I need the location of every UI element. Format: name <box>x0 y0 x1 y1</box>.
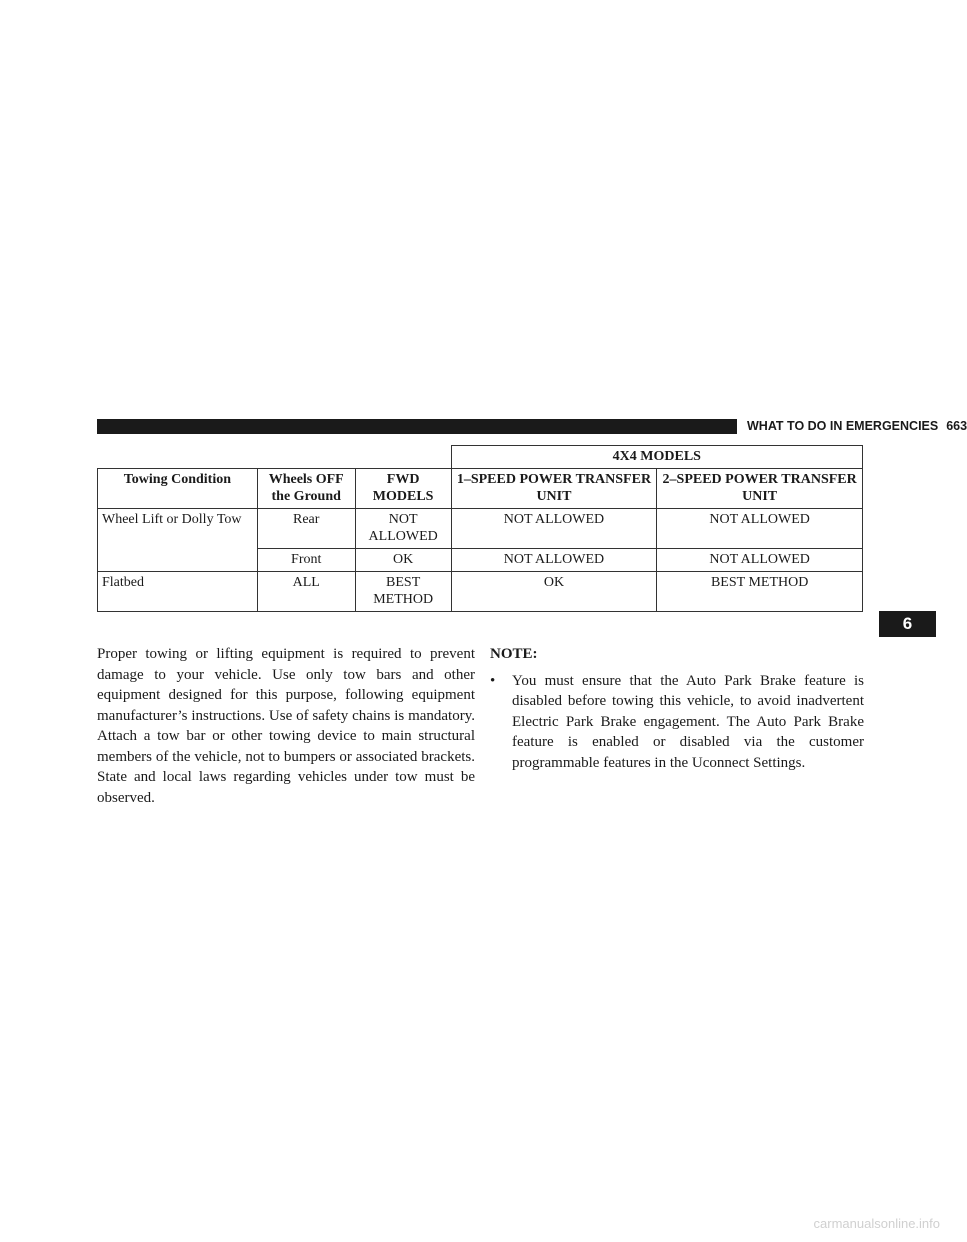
row-2-speed: NOT ALLOWED <box>657 549 863 572</box>
note-label: NOTE: <box>490 646 538 662</box>
row-fwd: NOT ALLOWED <box>355 509 451 549</box>
note-bullet-text: You must ensure that the Auto Park Brake feature is disabled before towing this vehicle, to avoid inadvertent Electric Park Brake engagement. The Auto Park Brake feature is enabled or disabled via the customer programmable features in the Uconnect Settings. <box>512 672 864 771</box>
row-fwd: OK <box>355 549 451 572</box>
list-item <box>490 671 864 774</box>
row-condition: Wheel Lift or Dolly Tow <box>98 509 258 572</box>
page-number: 663 <box>946 419 967 433</box>
row-wheels: Rear <box>257 509 355 549</box>
chapter-tab: 6 <box>879 611 936 637</box>
col-1-speed: 1–SPEED POWER TRANSFER UNIT <box>451 469 657 509</box>
col-2-speed: 2–SPEED POWER TRANSFER UNIT <box>657 469 863 509</box>
row-1-speed: OK <box>451 572 657 612</box>
row-1-speed: NOT ALLOWED <box>451 509 657 549</box>
table-row <box>98 572 863 612</box>
page-header <box>747 417 967 435</box>
row-1-speed: NOT ALLOWED <box>451 549 657 572</box>
col-towing-condition: Towing Condition <box>98 469 258 509</box>
table-row <box>98 509 863 549</box>
row-wheels: ALL <box>257 572 355 612</box>
section-title: WHAT TO DO IN EMERGENCIES <box>747 419 939 433</box>
table-header-row <box>98 469 863 509</box>
note-section <box>490 644 864 773</box>
table-group-header-row <box>98 446 863 469</box>
row-2-speed: NOT ALLOWED <box>657 509 863 549</box>
col-wheels-off: Wheels OFF the Ground <box>257 469 355 509</box>
table-blank-cell <box>98 446 452 469</box>
towing-table <box>97 445 863 612</box>
bullet-icon: • <box>490 672 496 689</box>
body-paragraph: Proper towing or lifting equipment is required to prevent damage to your vehicle. Use only tow bars and other equipment designed for this purpose, following equipment manufacturer’s instructions. Use of safety chains is mandatory. Attach a tow bar or other towing device to main structural members of the vehicle, not to bumpers or associated brackets. State and local laws regarding vehicles under tow must be observed. <box>97 646 475 806</box>
row-wheels: Front <box>257 549 355 572</box>
col-fwd-models: FWD MODELS <box>355 469 451 509</box>
row-fwd: BEST METHOD <box>355 572 451 612</box>
row-2-speed: BEST METHOD <box>657 572 863 612</box>
row-condition: Flatbed <box>98 572 258 612</box>
header-bar <box>97 419 737 434</box>
group-header-4x4: 4X4 MODELS <box>451 446 862 469</box>
watermark: carmanualsonline.info <box>813 1216 940 1231</box>
